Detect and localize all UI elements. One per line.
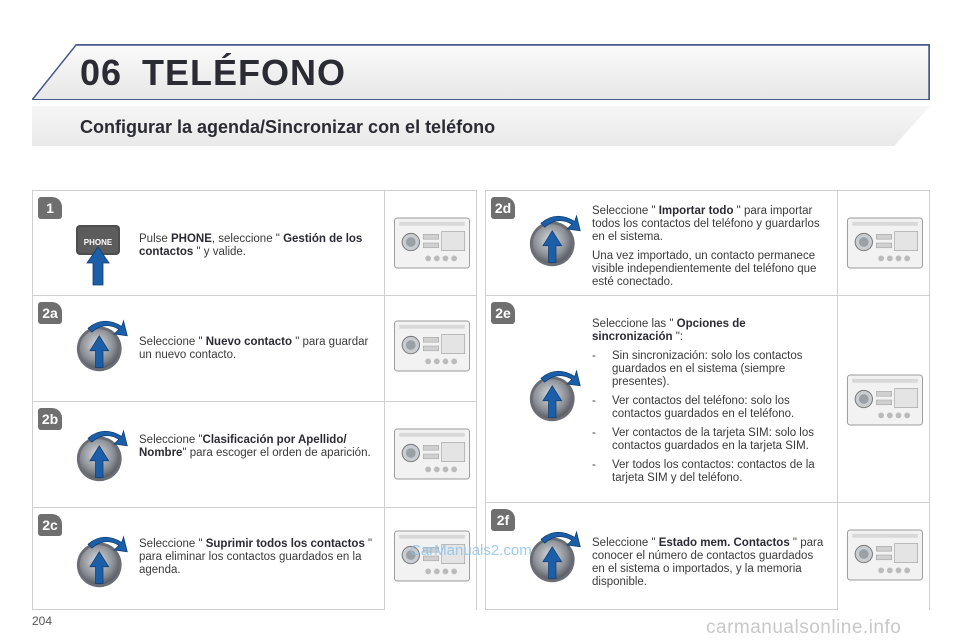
step-2b-text: Seleccione "Clasificación por Apellido/ Nombre" para escoger el orden de aparición. bbox=[139, 434, 371, 459]
list-item: - Ver todos los contactos: contactos de la tarjeta SIM y del teléfono. bbox=[592, 459, 815, 484]
step-2f-text: Seleccione " Estado mem. Contactos " para conocer el número de contactos guardados en el sistema o importados, y la memoria disponible. bbox=[592, 537, 824, 588]
phone-button-label: PHONE bbox=[83, 238, 113, 247]
step-2c-text: Seleccione " Suprimir todos los contactos " para eliminar los contactos guardados en la agenda. bbox=[139, 538, 373, 576]
dial-knob-icon bbox=[75, 424, 131, 490]
radio-unit-icon bbox=[393, 320, 471, 372]
radio-image-panel bbox=[384, 508, 476, 610]
dial-knob-icon bbox=[528, 364, 584, 430]
radio-unit-icon bbox=[393, 428, 471, 480]
step-2a bbox=[33, 295, 476, 401]
step-2d-text: Seleccione " Importar todo " para importar todos los contactos del teléfono y guardarlos en el sistema. Una vez importado, un contacto permanece visible independientemente del teléfono que esté conectado. bbox=[592, 205, 820, 288]
radio-unit-icon bbox=[846, 217, 924, 269]
radio-unit-icon bbox=[846, 529, 924, 581]
page-number: 204 bbox=[32, 614, 53, 628]
phone-button-icon bbox=[73, 223, 123, 287]
radio-image-panel bbox=[837, 296, 929, 502]
dial-knob-icon bbox=[75, 530, 131, 596]
list-item: - Ver contactos del teléfono: solo los contactos guardados en el teléfono. bbox=[592, 395, 795, 420]
radio-image-panel bbox=[384, 296, 476, 401]
watermark-overlay: CarManuals2.com bbox=[410, 542, 532, 559]
step-2a-text: Seleccione " Nuevo contacto " para guardar un nuevo contacto. bbox=[139, 336, 369, 361]
step-badge: 2e bbox=[491, 302, 515, 324]
dial-knob-icon bbox=[75, 314, 131, 380]
step-badge: 2f bbox=[491, 509, 515, 531]
chapter-number: 06 bbox=[80, 52, 123, 93]
step-badge: 1 bbox=[38, 197, 62, 219]
step-2b bbox=[33, 401, 476, 507]
radio-unit-icon bbox=[393, 217, 471, 269]
step-1 bbox=[33, 190, 476, 295]
section-title: Configurar la agenda/Sincronizar con el teléfono bbox=[80, 117, 496, 137]
radio-image-panel bbox=[384, 191, 476, 295]
chapter-title: TELÉFONO bbox=[142, 52, 346, 93]
right-column bbox=[485, 190, 930, 610]
step-2e bbox=[486, 295, 929, 502]
step-badge: 2a bbox=[38, 302, 62, 324]
radio-image-panel bbox=[384, 402, 476, 507]
dial-knob-icon bbox=[528, 209, 584, 275]
step-2f bbox=[486, 502, 929, 610]
list-item: - Sin sincronización: solo los contactos guardados en el sistema (siempre presentes). bbox=[592, 350, 803, 388]
step-2d bbox=[486, 190, 929, 295]
radio-image-panel bbox=[837, 503, 929, 610]
footer-watermark: carmanualsonline.info bbox=[706, 617, 902, 638]
step-badge: 2b bbox=[38, 408, 62, 430]
step-badge: 2c bbox=[38, 514, 62, 536]
dial-knob-icon bbox=[528, 525, 584, 591]
step-2e-text: Seleccione las " Opciones de sincronización ": - Sin sincronización: solo los contactos guardados en el sistema (siempre presentes). - Ver contactos del teléfono: solo los contactos guardados en el teléfono. - Ver contactos de la tarjeta SIM: solo los contactos guardados en la tarjeta SIM. - Ver todos los contactos: contactos de la tarjeta SIM y del teléfono. bbox=[592, 318, 827, 491]
radio-unit-icon bbox=[846, 374, 924, 426]
step-1-text: Pulse PHONE, seleccione " Gestión de los contactos " y valide. bbox=[139, 233, 363, 258]
list-item: - Ver contactos de la tarjeta SIM: solo los contactos guardados en la tarjeta SIM. bbox=[592, 427, 814, 452]
step-badge: 2d bbox=[491, 197, 515, 219]
radio-image-panel bbox=[837, 191, 929, 295]
